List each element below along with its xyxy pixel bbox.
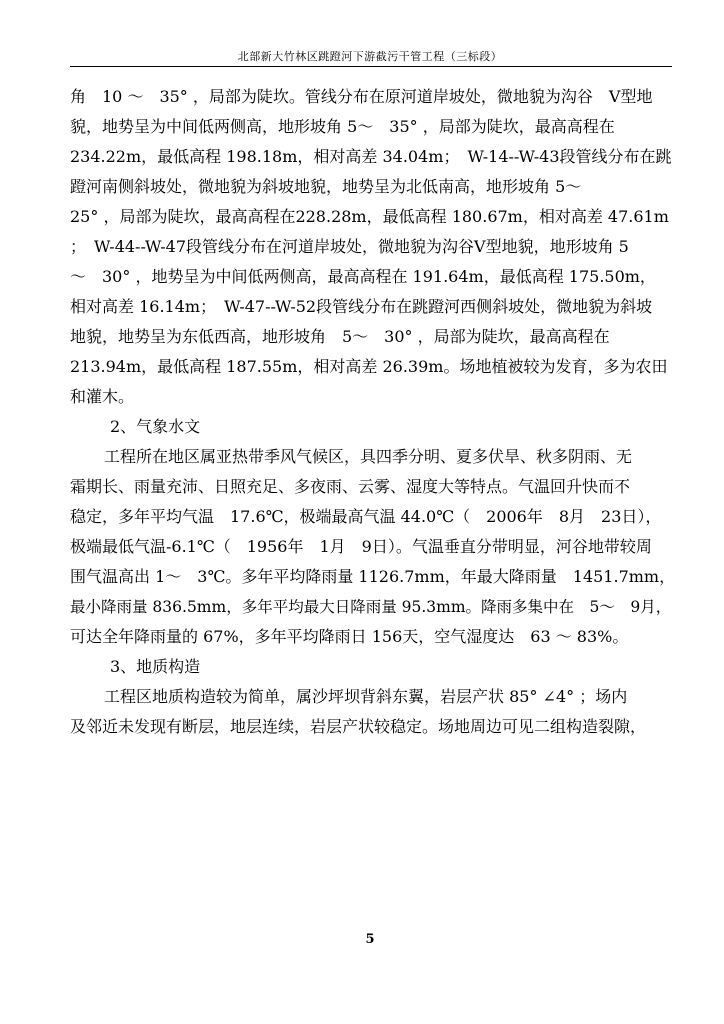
text-fragment: ； W-44--W-47段管线分布在河道岸坡处，微地貌为沟谷V型地貌，地形坡角 5 [70, 237, 629, 256]
text-fragment: 最小降雨量 836.5mm，多年平均最大日降雨量 95.3mm。降雨多集中在 5～ 9月， [70, 598, 672, 616]
paragraph-line [70, 262, 676, 292]
text-fragment: 角 10 ～ 35° ，局部为陡坎。管线分布在原河道岸坡处，微地貌为沟谷 V型地 [70, 87, 653, 106]
paragraph-line [70, 502, 676, 532]
paragraph-line [70, 112, 676, 142]
paragraph-line [70, 712, 676, 742]
text-fragment: 及邻近未发现有断层，地层连续，岩层产状较稳定。场地周边可见二组构造裂隙， [70, 717, 647, 736]
paragraph-line [70, 562, 676, 592]
section-heading-meteorology [70, 412, 676, 442]
page-number: 5 [365, 932, 375, 947]
page-header-title: 北部新大竹林区跳蹬河下游截污干管工程（三标段） [237, 50, 503, 63]
paragraph-line [70, 172, 676, 202]
section-heading-geology [70, 652, 676, 682]
text-fragment: 围气温高出 1～ 3℃。多年平均降雨量 1126.7mm，年最大降雨量 1451.7mm， [70, 567, 676, 586]
paragraph-line [70, 682, 676, 712]
document-body [70, 82, 676, 742]
text-fragment: 213.94m，最低高程 187.55m，相对高差 26.39m。场地植被较为发育，多为农田 [70, 357, 668, 376]
paragraph-line [70, 472, 676, 502]
paragraph-line [70, 202, 676, 232]
text-fragment: 可达全年降雨量的 67%，多年平均降雨日 156天，空气湿度达 63 ～ 83%。 [70, 627, 629, 646]
text-fragment: 极端最低气温-6.1℃（ 1956年 1月 9日）。气温垂直分带明显，河谷地带较周 [70, 537, 652, 556]
text-fragment: 蹬河南侧斜坡处，微地貌为斜坡地貌，地势呈为北低南高，地形坡角 5～ [70, 177, 582, 196]
paragraph-line [70, 442, 676, 472]
text-fragment: ～ 30° ，地势呈为中间低两侧高，最高高程在 191.64m，最低高程 175.50m， [70, 267, 656, 286]
text-fragment: 工程所在地区属亚热带季风气候区，具四季分明、夏多伏旱、秋多阴雨、无 [104, 447, 633, 466]
text-fragment: 工程区地质构造较为简单，属沙坪坝背斜东翼，岩层产状 85° ∠4° ；场内 [104, 687, 628, 706]
text-fragment: 和灌木。 [70, 387, 135, 406]
paragraph-line [70, 82, 676, 112]
text-fragment: 地貌，地势呈为东低西高，地形坡角 5～ 30° ，局部为陡坎，最高高程在 [70, 327, 610, 346]
text-fragment: 稳定，多年平均气温 17.6℃，极端最高气温 44.0℃（ 2006年 8月 23日）， [70, 507, 662, 526]
paragraph-line [70, 292, 676, 322]
paragraph-line [70, 532, 676, 562]
text-fragment: 貌，地势呈为中间低两侧高，地形坡角 5～ 35° ，局部为陡坎，最高高程在 [70, 117, 615, 136]
paragraph-line [70, 142, 676, 172]
header-rule [70, 66, 672, 67]
section-heading-text: 3、地质构造 [110, 657, 201, 676]
paragraph-line [70, 232, 676, 262]
text-fragment: 25° ，局部为陡坎，最高高程在228.28m，最低高程 180.67m，相对高差 47.61m [70, 207, 669, 226]
text-fragment: 234.22m，最低高程 198.18m，相对高差 34.04m； W-14--W-43段管线分布在跳 [70, 147, 672, 166]
section-heading-text: 2、气象水文 [110, 417, 201, 436]
text-fragment: 相对高差 16.14m； W-47--W-52段管线分布在跳蹬河西侧斜坡处，微地貌为斜坡 [70, 297, 653, 316]
paragraph-line [70, 322, 676, 352]
paragraph-line [70, 352, 676, 382]
paragraph-line [70, 592, 676, 622]
text-fragment: 霜期长、雨量充沛、日照充足、多夜雨、云雾、湿度大等特点。气温回升快而不 [70, 477, 631, 496]
paragraph-line [70, 622, 676, 652]
paragraph-line [70, 382, 676, 412]
